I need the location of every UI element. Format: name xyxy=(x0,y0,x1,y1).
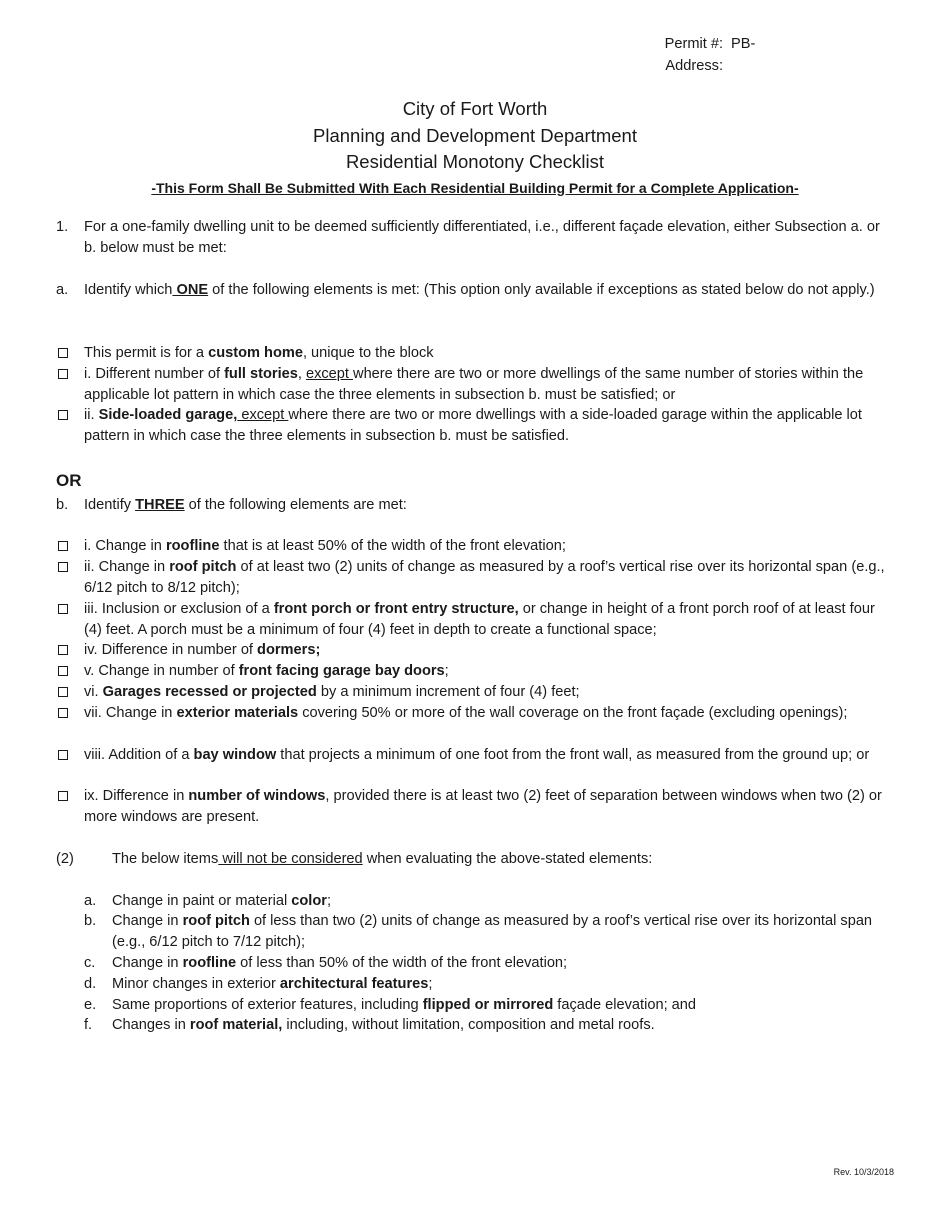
option-underline: except xyxy=(237,407,289,423)
option-pre: i. Change in xyxy=(84,538,166,554)
option-pre: viii. Addition of a xyxy=(84,747,194,763)
option-text xyxy=(84,745,896,766)
option-pre: iv. Difference in number of xyxy=(84,642,258,658)
part-a-pre: Identify which xyxy=(84,282,173,298)
option-pre: ix. Difference in xyxy=(84,788,189,804)
part-a-emphasis: ONE xyxy=(172,282,209,298)
option-text xyxy=(84,599,896,641)
address-label: Address: xyxy=(665,58,723,74)
option-post: , provided there is at least two (2) feet of separation between windows when two (2) or more windows are present. xyxy=(84,788,882,825)
part-b-option xyxy=(56,640,896,661)
option-post: ; xyxy=(444,663,449,679)
option-text xyxy=(84,557,896,599)
section-2-text xyxy=(112,849,896,870)
part-b-pre: Identify xyxy=(84,497,136,513)
checkbox[interactable] xyxy=(58,541,68,551)
option-bold: front facing garage bay doors xyxy=(238,663,445,679)
form-title: Residential Monotony Checklist xyxy=(345,151,605,172)
exclusion-bold: roof material, xyxy=(189,1017,283,1033)
exclusion-bold: color xyxy=(291,893,327,909)
part-a-option xyxy=(56,343,896,364)
exclusion-text xyxy=(112,911,896,953)
exclusion-text xyxy=(112,953,896,974)
checkbox[interactable] xyxy=(58,348,68,358)
option-post: by a minimum increment of four (4) feet; xyxy=(316,684,580,700)
checkbox[interactable] xyxy=(58,687,68,697)
option-post: covering 50% or more of the wall coverage on the front façade (excluding openings); xyxy=(298,705,848,721)
part-a-text xyxy=(84,280,896,301)
option-bold: full stories xyxy=(224,366,298,382)
option-pre: vii. Change in xyxy=(84,705,177,721)
permit-number-value[interactable]: PB- xyxy=(731,36,756,52)
exclusion-bold: roofline xyxy=(182,955,237,971)
exclusion-post: façade elevation; and xyxy=(553,997,697,1013)
exclusion-letter: a. xyxy=(84,893,97,909)
exclusion-post: of less than two (2) units of change as measured by a roof’s vertical rise over its horizontal span (e.g., 6/12 pitch to 7/12 pitch); xyxy=(112,913,873,950)
exclusion-bold: flipped or mirrored xyxy=(422,997,554,1013)
exclusion-bold: architectural features xyxy=(279,976,429,992)
section-2-pre: The below items xyxy=(112,851,219,867)
permit-info xyxy=(655,33,755,77)
option-text xyxy=(84,703,896,724)
exclusion-post: ; xyxy=(326,893,332,909)
checkbox[interactable] xyxy=(58,604,68,614)
part-a-letter: a. xyxy=(56,282,69,298)
option-bold: custom home xyxy=(208,345,303,361)
option-post: that projects a minimum of one foot from the front wall, as measured from the ground up; or xyxy=(276,747,870,763)
checkbox[interactable] xyxy=(58,562,68,572)
part-b-text xyxy=(84,495,896,516)
section-1-number: 1. xyxy=(56,219,69,235)
exclusion-item xyxy=(84,953,896,974)
exclusion-pre: Change in xyxy=(112,955,183,971)
option-mid: , xyxy=(297,366,306,382)
exclusion-letter: e. xyxy=(84,997,97,1013)
option-pre: vi. xyxy=(84,684,103,700)
exclusion-pre: Minor changes in exterior xyxy=(112,976,280,992)
option-bold: roof pitch xyxy=(169,559,237,575)
exclusion-letter: b. xyxy=(84,913,97,929)
part-b-heading xyxy=(56,495,896,516)
part-b-option xyxy=(56,703,896,724)
part-a-post: of the following elements is met: (This option only available if exceptions as stated below do not apply.) xyxy=(208,282,875,298)
option-bold: Garages recessed or projected xyxy=(102,684,317,700)
exclusion-text xyxy=(112,995,896,1016)
document-title-block xyxy=(0,96,950,200)
exclusion-item xyxy=(84,911,896,953)
part-b-option xyxy=(56,599,896,641)
checkbox[interactable] xyxy=(58,369,68,379)
exclusion-pre: Same proportions of exterior features, including xyxy=(112,997,423,1013)
exclusion-pre: Change in xyxy=(112,913,183,929)
option-text xyxy=(84,786,896,828)
option-text xyxy=(84,682,896,703)
option-post: where there are two or more dwellings with a side-loaded garage within the applicable lot pattern in which case the three elements in subsection b. must be satisfied. xyxy=(84,407,862,444)
option-post: or change in height of a front porch roof of at least four (4) feet. A porch must be a minimum of four (4) feet in depth to create a functional space; xyxy=(84,601,875,638)
option-text xyxy=(84,640,896,661)
permit-number-label: Permit #: xyxy=(664,36,723,52)
exclusion-text xyxy=(112,1015,896,1036)
option-text xyxy=(84,536,896,557)
option-post: of at least two (2) units of change as measured by a roof’s vertical rise over its horizontal span (e.g., 6/12 pitch to 8/12 pitch); xyxy=(84,559,885,596)
address-row xyxy=(655,55,755,77)
exclusion-item xyxy=(84,891,896,912)
checkbox[interactable] xyxy=(58,791,68,801)
option-text xyxy=(84,364,896,406)
option-bold: bay window xyxy=(193,747,277,763)
part-b-option xyxy=(56,557,896,599)
option-bold: Side-loaded garage, xyxy=(98,407,238,423)
exclusion-text xyxy=(112,891,896,912)
section-2-number: (2) xyxy=(56,851,74,867)
part-b-option xyxy=(56,536,896,557)
form-instruction: -This Form Shall Be Submitted With Each Residential Building Permit for a Complete Application- xyxy=(151,179,799,196)
part-a-heading xyxy=(56,280,896,301)
option-post: , unique to the block xyxy=(302,345,434,361)
checkbox[interactable] xyxy=(58,410,68,420)
part-b-letter: b. xyxy=(56,497,69,513)
city-name: City of Fort Worth xyxy=(402,98,548,119)
option-pre: v. Change in number of xyxy=(84,663,239,679)
option-bold: exterior materials xyxy=(176,705,299,721)
exclusion-post: ; xyxy=(428,976,433,992)
part-b-option xyxy=(56,786,896,828)
option-bold: dormers; xyxy=(257,642,321,658)
option-bold: front porch or front entry structure, xyxy=(273,601,519,617)
section-1 xyxy=(56,217,896,259)
option-pre: This permit is for a xyxy=(84,345,209,361)
permit-number-row xyxy=(655,33,755,55)
option-pre: iii. Inclusion or exclusion of a xyxy=(84,601,274,617)
exclusion-text xyxy=(112,974,896,995)
option-bold: number of windows xyxy=(188,788,326,804)
exclusion-post: of less than 50% of the width of the front elevation; xyxy=(236,955,568,971)
exclusion-item xyxy=(84,995,896,1016)
exclusion-letter: f. xyxy=(84,1017,93,1033)
department-name: Planning and Development Department xyxy=(313,124,637,146)
exclusion-pre: Changes in xyxy=(112,1017,190,1033)
option-underline: except xyxy=(305,366,354,382)
part-b-option xyxy=(56,682,896,703)
option-text xyxy=(84,405,896,447)
part-b-emphasis: THREE xyxy=(135,497,185,513)
exclusion-post: including, without limitation, composition and metal roofs. xyxy=(282,1017,655,1033)
checkbox[interactable] xyxy=(58,750,68,760)
part-b-post: of the following elements are met: xyxy=(184,497,407,513)
section-2-underline: will not be considered xyxy=(218,851,363,867)
exclusion-letter: c. xyxy=(84,955,96,971)
option-post: where there are two or more dwellings of the same number of stories within the applicable lot pattern in which case the three elements in subsection b. must be satisfied; or xyxy=(84,366,864,403)
option-post: that is at least 50% of the width of the front elevation; xyxy=(219,538,566,554)
section-1-text: For a one-family dwelling unit to be deemed sufficiently differentiated, i.e., different façade elevation, either Subsection a. or b. below must be met: xyxy=(84,219,880,256)
part-a-option xyxy=(56,405,896,447)
exclusion-bold: roof pitch xyxy=(182,913,250,929)
option-pre: ii. xyxy=(84,407,99,423)
option-pre: i. Different number of xyxy=(84,366,225,382)
option-pre: ii. Change in xyxy=(84,559,170,575)
part-a-option xyxy=(56,364,896,406)
option-text xyxy=(84,343,896,364)
option-bold: roofline xyxy=(165,538,220,554)
checkbox[interactable] xyxy=(58,708,68,718)
exclusion-letter: d. xyxy=(84,976,97,992)
part-b-option xyxy=(56,661,896,682)
checkbox[interactable] xyxy=(58,666,68,676)
exclusion-item xyxy=(84,974,896,995)
option-text xyxy=(84,661,896,682)
part-b-option xyxy=(56,745,896,766)
revision-date: Rev. 10/3/2018 xyxy=(833,1167,894,1177)
section-2 xyxy=(56,849,896,870)
checkbox[interactable] xyxy=(58,645,68,655)
or-heading: OR xyxy=(56,471,82,490)
section-2-post: when evaluating the above-stated elements: xyxy=(362,851,653,867)
exclusion-item xyxy=(84,1015,896,1036)
exclusion-pre: Change in paint or material xyxy=(112,893,292,909)
